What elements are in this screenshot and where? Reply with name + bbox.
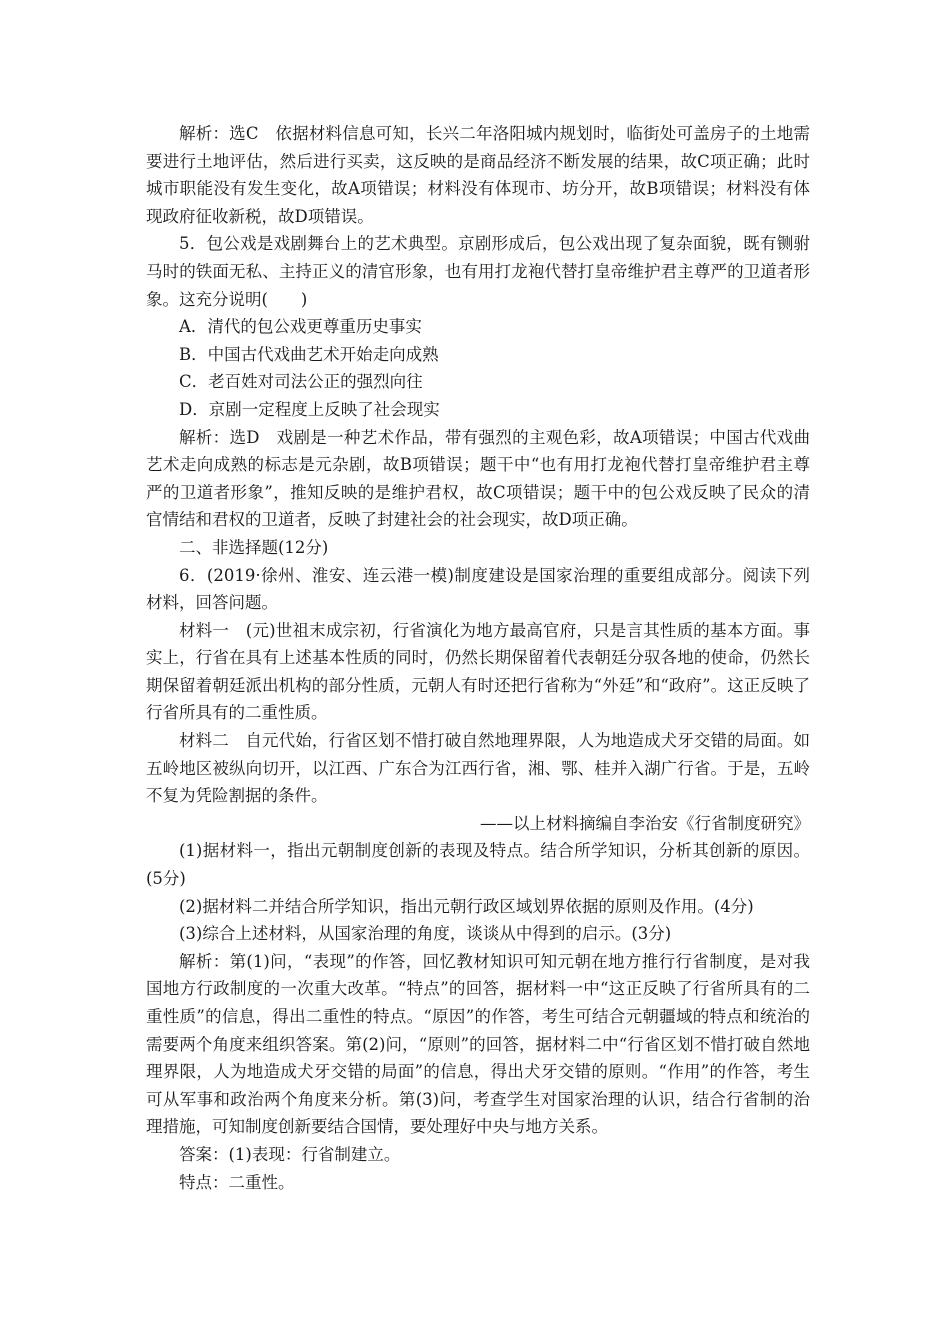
analysis-q4: 解析：选C 依据材料信息可知，长兴二年洛阳城内规划时，临街处可盖房子的土地需要进行土地评估，然后进行买卖，这反映的是商品经济不断发展的结果，故C项正确；此时城市职能没有发生变化，故A项错误；材料没有体现市、坊分开，故B项错误；材料没有体现政府征收新税，故D项错误。 xyxy=(146,124,810,226)
question-5: 5．包公戏是戏剧舞台上的艺术典型。京剧形成后，包公戏出现了复杂面貌，既有铡驸马时的铁面无私、主持正义的清官形象，也有用打龙袍代替打皇帝维护君主尊严的卫道者形象。这充分说明( ) xyxy=(146,234,810,309)
document-page xyxy=(146,120,810,1196)
material-1: 材料一 (元)世祖末成宗初，行省演化为地方最高官府，只是言其性质的基本方面。事实上，行省在具有上述基本性质的同时，仍然长期保留着代表朝廷分驭各地的使命，仍然长期保留着朝廷派出机构的部分性质，元朝人有时还把行省称为“外廷”和“政府”。这正反映了行省所具有的二重性质。 xyxy=(146,620,810,723)
analysis-q6: 解析：第(1)问，“表现”的作答，回忆教材知识可知元朝在地方推行行省制度，是对我国地方行政制度的一次重大改革。“特点”的回答，据材料一中“这正反映了行省所具有的二重性质”的信息，得出二重性的特点。“原因”的作答，考生可结合元朝疆域的特点和统治的需要两个角度来组织答案。第(2)问，“原则”的回答，据材料二中“行省区划不惜打破自然地理界限，人为地造成犬牙交错的局面”的信息，得出犬牙交错的原则。“作用”的作答，考生可从军事和政治两个角度来分析。第(3)问，考查学生对国家治理的认识，结合行省制的治理措施，可知制度创新要结合国情，要处理好中央与地方关系。 xyxy=(146,951,810,1137)
answer-line-2: 特点：二重性。 xyxy=(179,1172,295,1192)
question-6: 6．(2019·徐州、淮安、连云港一模)制度建设是国家治理的重要组成部分。阅读下列材料，回答问题。 xyxy=(146,565,810,613)
answer-line-1: 答案：(1)表现：行省制建立。 xyxy=(179,1144,401,1164)
option-d: D．京剧一定程度上反映了社会现实 xyxy=(179,399,440,419)
analysis-q5: 解析：选D 戏剧是一种艺术作品，带有强烈的主观色彩，故A项错误；中国古代戏曲艺术走向成熟的标志是元杂剧，故B项错误；题干中“也有用打龙袍代替打皇帝维护君主尊严的卫道者形象”，推知反映的是维护君权，故C项错误；题干中的包公戏反映了民众的清官情结和君权的卫道者，反映了封建社会的社会现实，故D项正确。 xyxy=(146,427,810,530)
sub-question-1: (1)据材料一，指出元朝制度创新的表现及特点。结合所学知识，分析其创新的原因。(5分) xyxy=(146,841,810,889)
option-c: C．老百姓对司法公正的强烈向往 xyxy=(179,372,423,392)
section-heading: 二、非选择题(12分) xyxy=(179,537,329,557)
sub-question-2: (2)据材料二并结合所学知识，指出元朝行政区域划界依据的原则及作用。(4分) xyxy=(179,896,754,916)
sub-question-3: (3)综合上述材料，从国家治理的角度，谈谈从中得到的启示。(3分) xyxy=(179,924,672,944)
option-b: B．中国古代戏曲艺术开始走向成熟 xyxy=(179,344,439,364)
source-citation: ——以上材料摘编自李治安《行省制度研究》 xyxy=(480,813,810,833)
option-a: A．清代的包公戏更尊重历史事实 xyxy=(179,317,422,337)
material-2: 材料二 自元代始，行省区划不惜打破自然地理界限，人为地造成犬牙交错的局面。如五岭地区被纵向切开，以江西、广东合为江西行省，湘、鄂、桂并入湖广行省。于是，五岭不复为凭险割据的条件。 xyxy=(146,731,810,806)
